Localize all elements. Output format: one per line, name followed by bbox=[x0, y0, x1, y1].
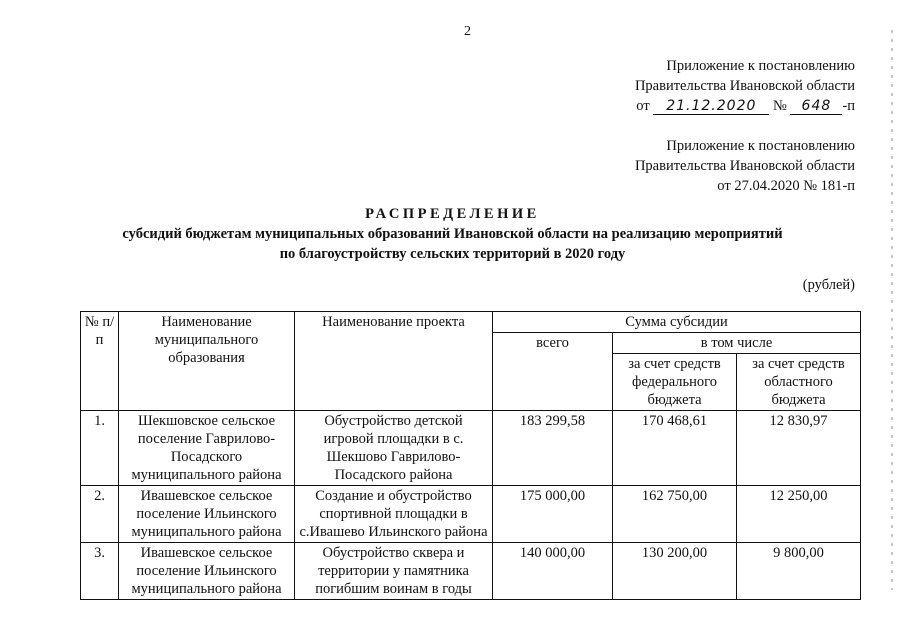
number-label: № bbox=[772, 98, 787, 114]
header-federal: за счет средств федерального бюджета bbox=[613, 354, 737, 411]
appendix-old-line3: от 27.04.2020 № 181-п bbox=[717, 178, 855, 194]
row-municipality: Шекшовское сельское поселение Гаврилово-Посадского муниципального района bbox=[119, 411, 295, 486]
row-municipality: Ивашевское сельское поселение Ильинского муниципального района bbox=[119, 543, 295, 600]
header-regional: за счет средств областного бюджета bbox=[737, 354, 861, 411]
row-regional: 9 800,00 bbox=[737, 543, 861, 600]
header-including: в том числе bbox=[613, 333, 861, 354]
appendix-header-old bbox=[635, 136, 855, 196]
header-project: Наименование проекта bbox=[295, 312, 493, 411]
header-municipality: Наименование муниципального образования bbox=[119, 312, 295, 411]
header-total: всего bbox=[493, 333, 613, 411]
row-project: Создание и обустройство спортивной площадки в с.Ивашево Ильинского района bbox=[295, 486, 493, 543]
document-title bbox=[0, 204, 905, 264]
table-row bbox=[81, 486, 861, 543]
scan-edge-marks bbox=[891, 30, 893, 590]
title-main: РАСПРЕДЕЛЕНИЕ bbox=[365, 206, 540, 222]
page-number: 2 bbox=[464, 24, 471, 39]
row-municipality: Ивашевское сельское поселение Ильинского муниципального района bbox=[119, 486, 295, 543]
appendix-old-line1: Приложение к постановлению bbox=[666, 138, 855, 154]
row-total: 175 000,00 bbox=[493, 486, 613, 543]
appendix-new-line1: Приложение к постановлению bbox=[666, 58, 855, 74]
handwritten-number: 648 bbox=[790, 98, 842, 115]
row-federal: 130 200,00 bbox=[613, 543, 737, 600]
number-suffix: -п bbox=[842, 98, 855, 114]
row-num: 3. bbox=[81, 543, 119, 600]
title-line2: субсидий бюджетам муниципальных образований Ивановской области на реализацию мероприятий bbox=[122, 226, 783, 242]
appendix-new-line3 bbox=[635, 96, 855, 116]
row-regional: 12 250,00 bbox=[737, 486, 861, 543]
row-num: 1. bbox=[81, 411, 119, 486]
header-subsidy-sum: Сумма субсидии bbox=[493, 312, 861, 333]
row-total: 140 000,00 bbox=[493, 543, 613, 600]
header-row-1 bbox=[81, 312, 861, 333]
row-total: 183 299,58 bbox=[493, 411, 613, 486]
row-project: Обустройство детской игровой площадки в с. Шекшово Гаврилово-Посадского района bbox=[295, 411, 493, 486]
title-line3: по благоустройству сельских территорий в 2020 году bbox=[279, 246, 626, 262]
row-federal: 162 750,00 bbox=[613, 486, 737, 543]
row-num: 2. bbox=[81, 486, 119, 543]
appendix-old-line2: Правительства Ивановской области bbox=[634, 158, 855, 174]
handwritten-date: 21.12.2020 bbox=[653, 98, 769, 115]
appendix-header-new bbox=[635, 56, 855, 116]
row-regional: 12 830,97 bbox=[737, 411, 861, 486]
header-num: № п/п bbox=[81, 312, 119, 411]
table-row bbox=[81, 543, 861, 600]
subsidy-table bbox=[80, 311, 861, 600]
units-label: (рублей) bbox=[802, 277, 855, 293]
row-project: Обустройство сквера и территории у памятника погибшим воинам в годы bbox=[295, 543, 493, 600]
table-row bbox=[81, 411, 861, 486]
appendix-new-line2: Правительства Ивановской области bbox=[634, 78, 855, 94]
from-label: от bbox=[636, 98, 650, 114]
row-federal: 170 468,61 bbox=[613, 411, 737, 486]
